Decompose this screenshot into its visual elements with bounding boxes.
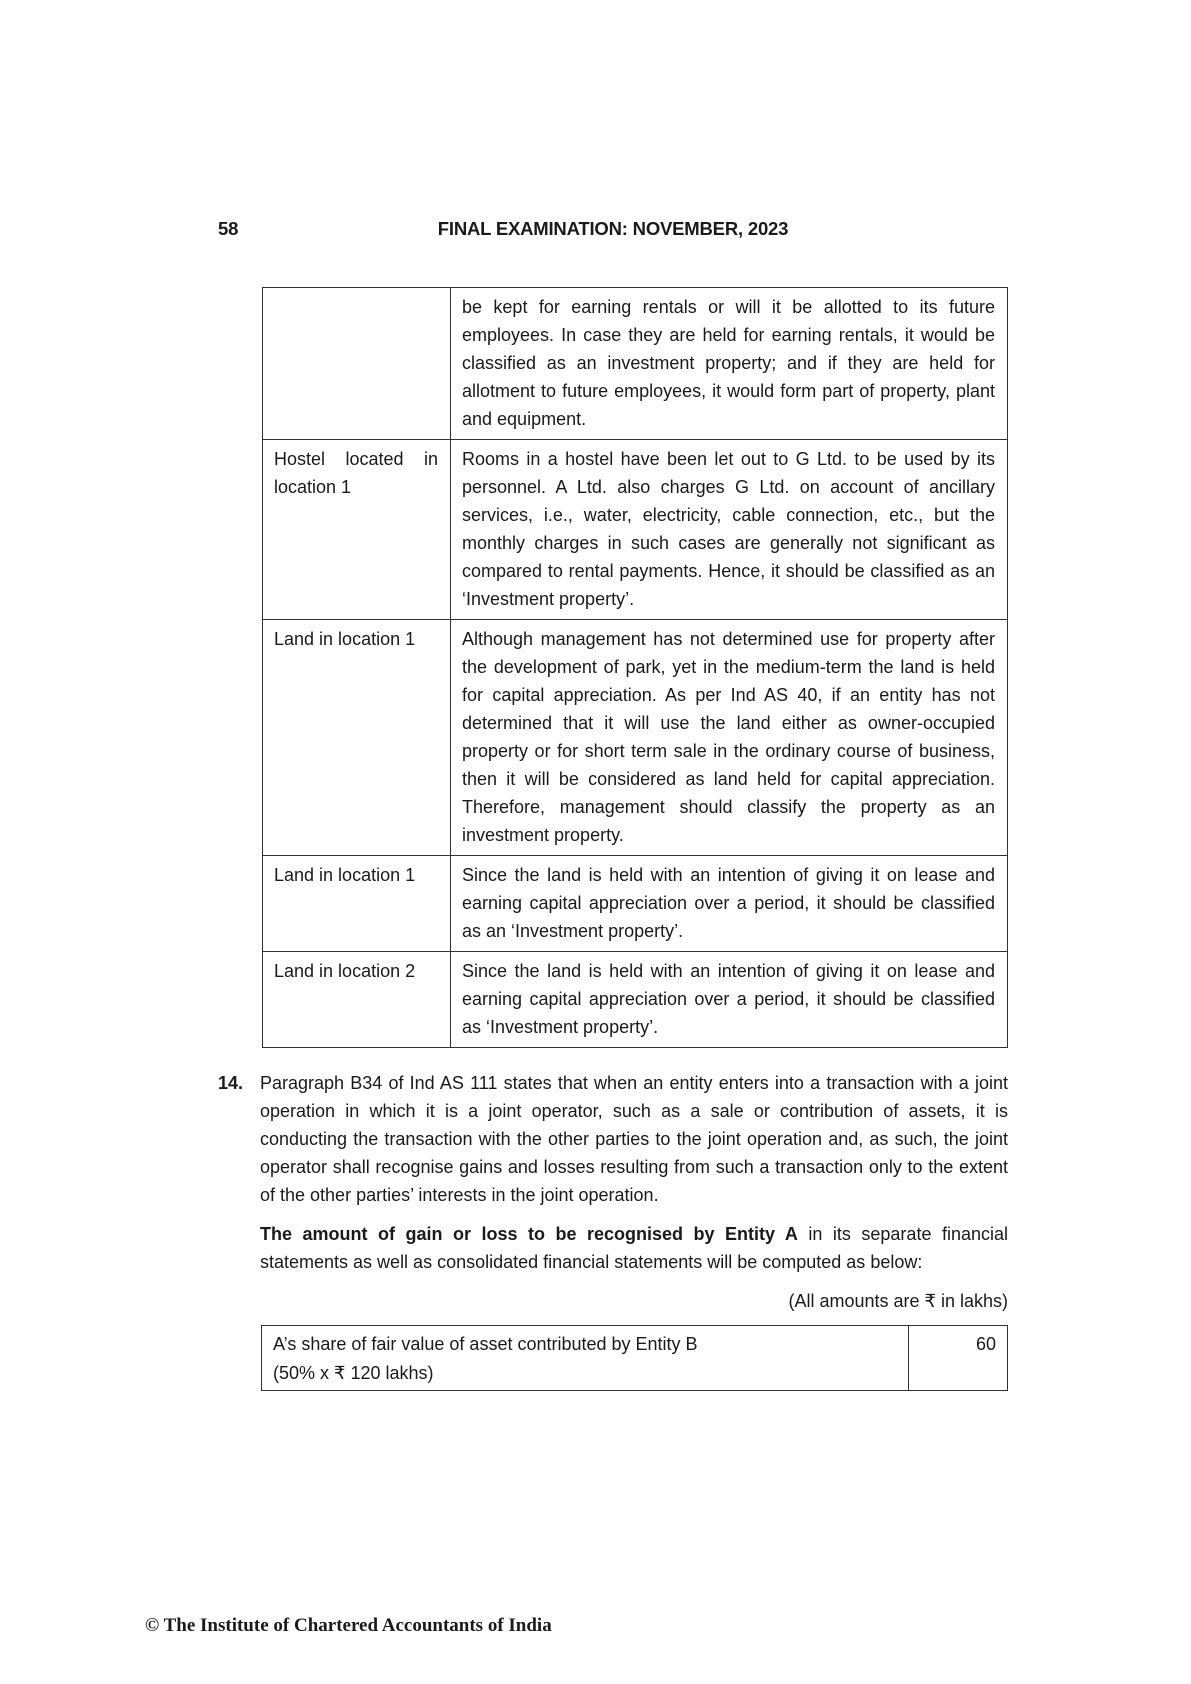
property-cell: Land in location 1: [263, 856, 451, 952]
description-cell: [262, 1326, 909, 1391]
table-row: [263, 952, 1008, 1048]
table-row: [262, 1326, 1008, 1391]
table-row: [263, 288, 1008, 440]
property-cell: Land in location 1: [263, 620, 451, 856]
page-number: 58: [218, 218, 239, 239]
treatment-cell: Although management has not determined use for property after the development of park, yet in the medium-term the land is held for capital appreciation. As per Ind AS 40, if an entity has not determined that it will use the land either as owner-occupied property or for short term sale in the ordinary course of business, then it will be considered as land held for capital appreciation. Therefore, management should classify the property as an investment property.: [451, 620, 1008, 856]
question-paragraph: Paragraph B34 of Ind AS 111 states that when an entity enters into a transaction with a joint operation in which it is a joint operator, such as a sale or contribution of assets, it is conducting the transaction with the other parties to the joint operation and, as such, the joint operator shall recognise gains and losses resulting from such a transaction only to the extent of the other parties’ interests in the joint operation.: [260, 1073, 1008, 1205]
property-cell: Hostel located in location 1: [263, 440, 451, 620]
description-line: (50% x ₹ 120 lakhs): [273, 1363, 434, 1383]
question-14: [218, 1069, 1008, 1315]
table-row: [263, 440, 1008, 620]
exam-title: FINAL EXAMINATION: NOVEMBER, 2023: [437, 218, 789, 239]
amount-cell: 60: [909, 1326, 1008, 1391]
treatment-cell: Rooms in a hostel have been let out to G Ltd. to be used by its personnel. A Ltd. also charges G Ltd. on account of ancillary services, i.e., water, electricity, cable connection, etc., but the monthly charges in such cases are generally not significant as compared to rental payments. Hence, it should be classified as an ‘Investment property’.: [451, 440, 1008, 620]
table-row: [263, 856, 1008, 952]
treatment-cell: Since the land is held with an intention of giving it on lease and earning capital appreciation over a period, it should be classified as an ‘Investment property’.: [451, 856, 1008, 952]
intro-text: in its separate financial statements as well as consolidated financial statements will be computed as below:: [260, 1224, 1008, 1272]
property-cell: Land in location 2: [263, 952, 451, 1048]
computation-intro: [260, 1220, 1008, 1276]
amount-unit-note: (All amounts are ₹ in lakhs): [788, 1291, 1008, 1311]
treatment-cell: Since the land is held with an intention of giving it on lease and earning capital appreciation over a period, it should be classified as ‘Investment property’.: [451, 952, 1008, 1048]
copyright-footer: © The Institute of Chartered Accountants of India: [145, 1615, 552, 1636]
question-number: 14.: [218, 1073, 244, 1093]
amount-table: [261, 1325, 1008, 1391]
property-cell: [263, 288, 451, 440]
description-line: A’s share of fair value of asset contributed by Entity B: [273, 1334, 698, 1354]
treatment-cell: be kept for earning rentals or will it be allotted to its future employees. In case they are held for earning rentals, it would be classified as an investment property; and if they are held for allotment to future employees, it would form part of property, plant and equipment.: [451, 288, 1008, 440]
intro-bold-text: The amount of gain or loss to be recognised by Entity A: [260, 1224, 798, 1244]
table-row: [263, 620, 1008, 856]
classification-table: [262, 287, 1008, 1048]
